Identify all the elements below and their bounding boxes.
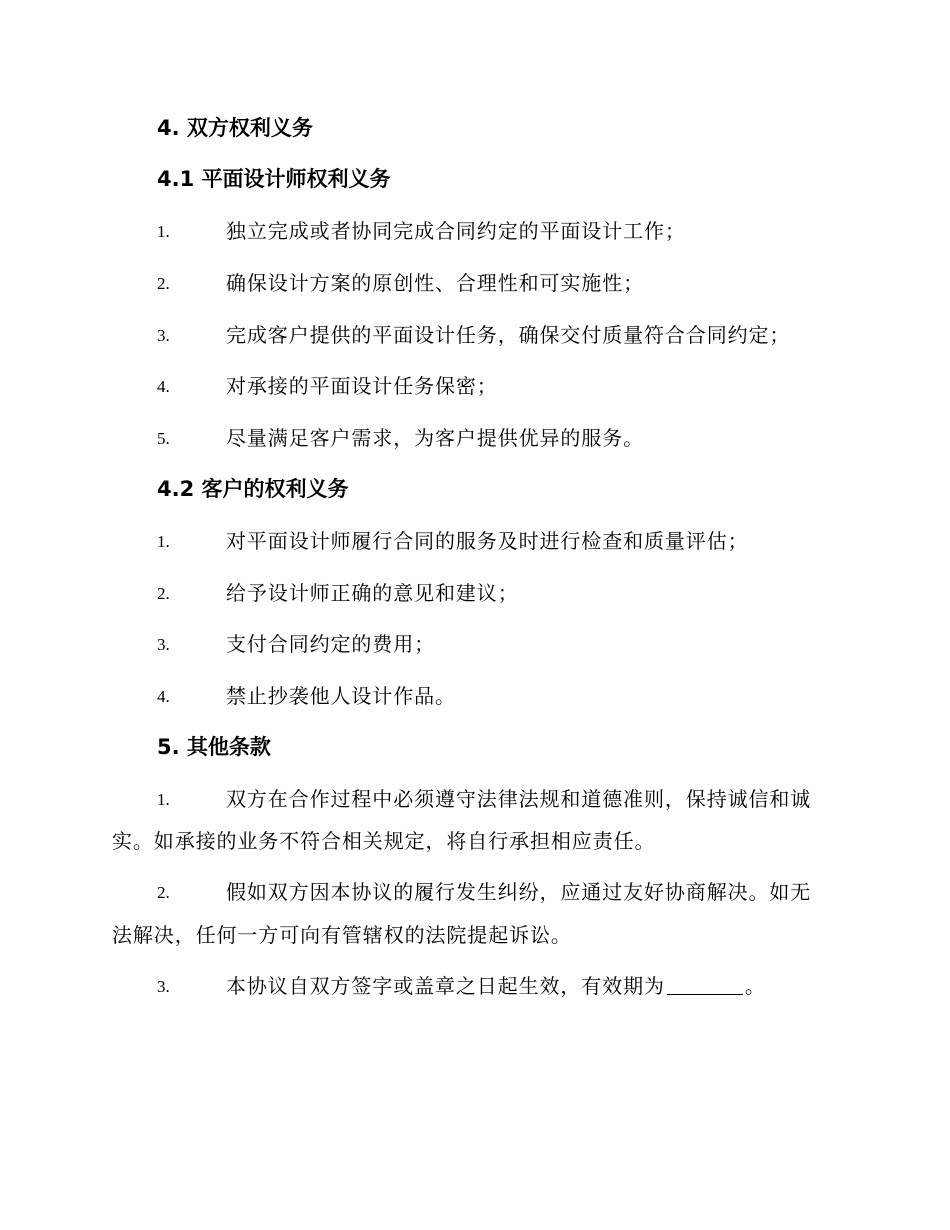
section-4-1-heading: 4.1 平面设计师权利义务	[157, 167, 391, 191]
list-item-text: 完成客户提供的平面设计任务，确保交付质量符合合同约定；	[226, 323, 791, 347]
list-item-number: 4.	[157, 687, 170, 706]
list-item-number: 5.	[157, 429, 170, 448]
list-item-number: 1.	[157, 222, 170, 241]
clause-text-line1: 假如双方因本协议的履行发生纠纷，应通过友好协商解决。如无	[226, 880, 812, 904]
list-item-number: 3.	[157, 635, 170, 654]
list-item-number: 4.	[157, 377, 170, 396]
list-item-text: 对平面设计师履行合同的服务及时进行检查和质量评估；	[226, 529, 749, 553]
list-item-text: 给予设计师正确的意见和建议；	[226, 581, 519, 605]
list-item-text: 尽量满足客户需求，为客户提供优异的服务。	[226, 426, 644, 450]
section-4-2-heading: 4.2 客户的权利义务	[157, 477, 349, 501]
list-item-number: 1.	[157, 532, 170, 551]
list-item-text: 禁止抄袭他人设计作品。	[226, 684, 456, 708]
clause-number: 3.	[157, 977, 170, 996]
clause-text: 本协议自双方签字或盖章之日起生效，有效期为	[226, 974, 665, 998]
list-item-text: 对承接的平面设计任务保密；	[226, 374, 498, 398]
section-4-heading: 4. 双方权利义务	[157, 116, 313, 140]
fill-in-blank	[667, 974, 743, 995]
list-item-number: 2.	[157, 274, 170, 293]
clause-text-line1: 双方在合作过程中必须遵守法律法规和道德准则，保持诚信和诚	[226, 787, 812, 811]
clause-text-end: 。	[744, 974, 766, 998]
clause-text-line2: 实。如承接的业务不符合相关规定，将自行承担相应责任。	[112, 829, 656, 853]
list-item-number: 3.	[157, 326, 170, 345]
section-5-heading: 5. 其他条款	[157, 735, 271, 759]
list-item-number: 2.	[157, 584, 170, 603]
list-item-text: 支付合同约定的费用；	[226, 632, 435, 656]
list-item-text: 确保设计方案的原创性、合理性和可实施性；	[226, 271, 644, 295]
clause-number: 1.	[157, 790, 170, 809]
clause-number: 2.	[157, 883, 170, 902]
clause-text-line1	[226, 973, 766, 999]
list-item-text: 独立完成或者协同完成合同约定的平面设计工作；	[226, 219, 686, 243]
clause-text-line2: 法解决，任何一方可向有管辖权的法院提起诉讼。	[112, 923, 572, 947]
